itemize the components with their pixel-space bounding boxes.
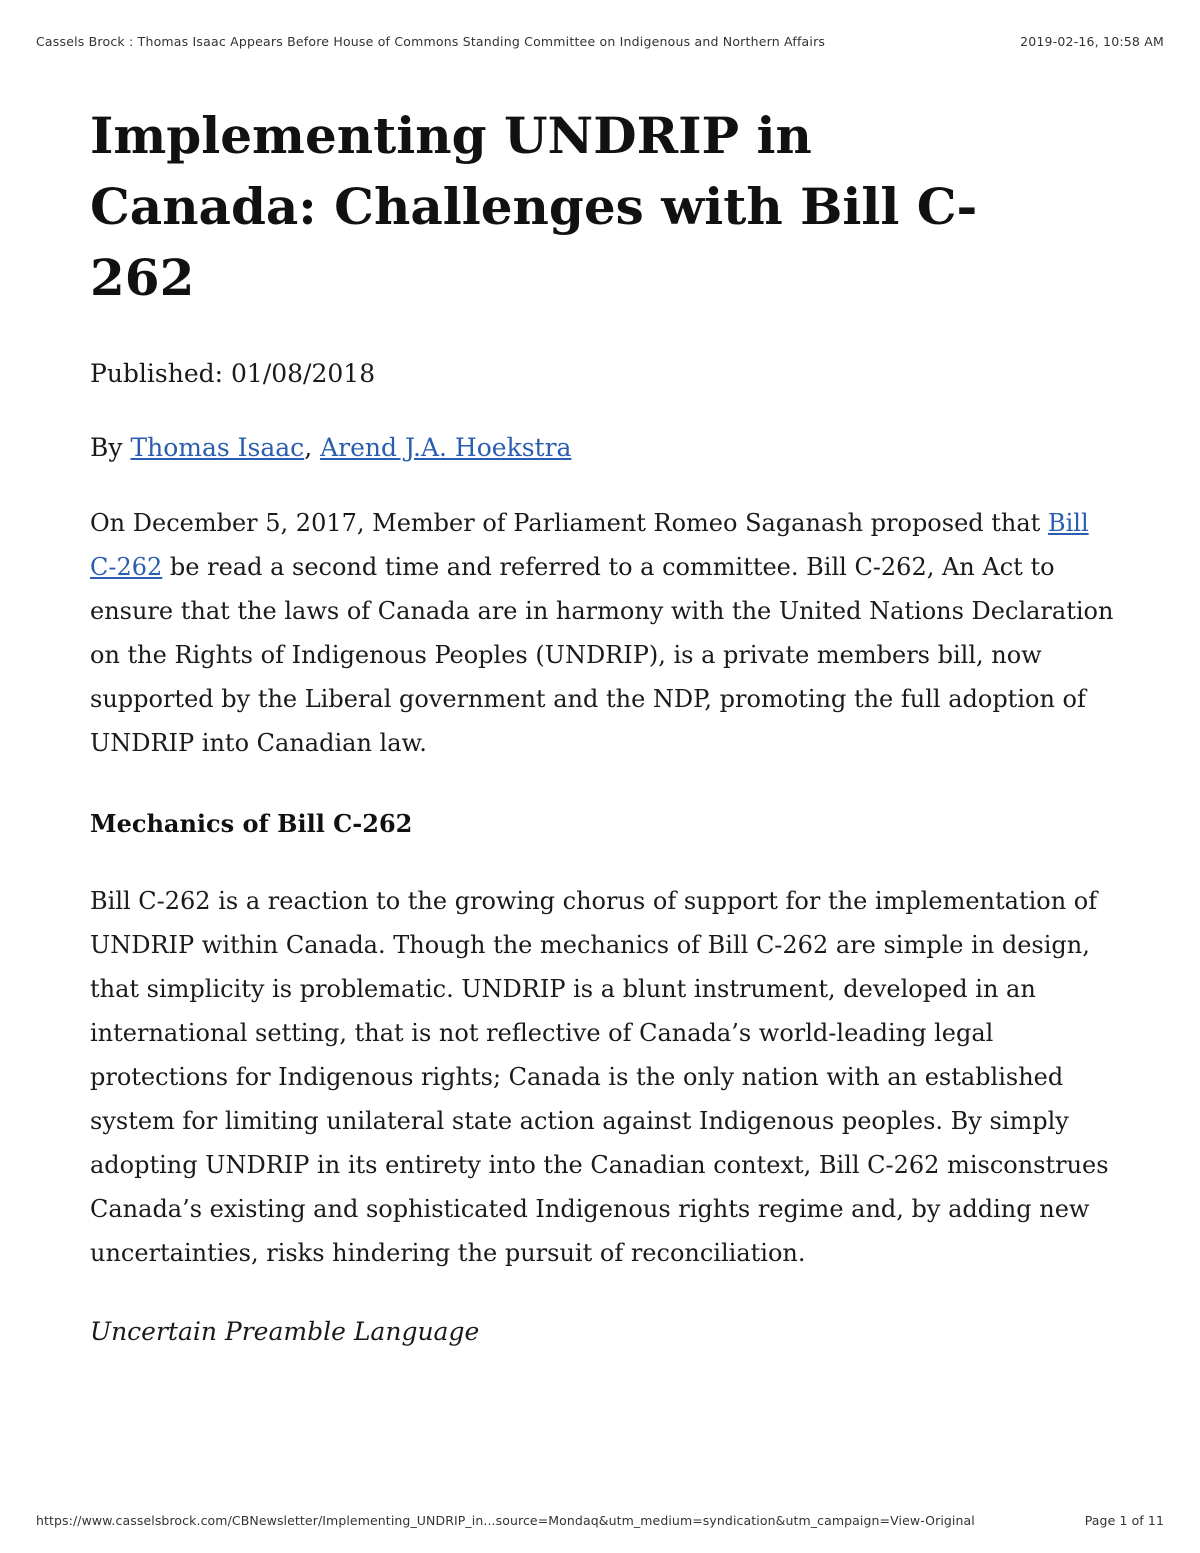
print-footer-url: https://www.casselsbrock.com/CBNewsletter/Implementing_UNDRIP_in...source=Mondaq&utm_medium=syndication&utm_campaign=View-Original (36, 1513, 975, 1528)
author-separator: , (304, 433, 321, 462)
intro-text-after-link: be read a second time and referred to a committee. Bill C-262, An Act to ensure that the laws of Canada are in harmony with the United Nations Declaration on the Rights of Indigenous Peoples (UNDRIP), is a private members bill, now supported by the Liberal government and the NDP, promoting the full adoption of UNDRIP into Canadian law. (90, 553, 1114, 757)
page-indicator: Page 1 of 11 (1084, 1513, 1164, 1528)
article-title: Implementing UNDRIP in Canada: Challenges with Bill C-262 (90, 106, 978, 307)
author-link-arend-hoekstra[interactable]: Arend J.A. Hoekstra (320, 433, 572, 462)
byline-prefix: By (90, 433, 131, 462)
byline (90, 433, 1120, 463)
print-header (36, 34, 1164, 49)
intro-text-before-link: On December 5, 2017, Member of Parliament Romeo Saganash proposed that (90, 509, 1048, 537)
print-footer (36, 1513, 1164, 1528)
author-link-thomas-isaac[interactable]: Thomas Isaac (130, 433, 305, 462)
intro-paragraph (90, 501, 1120, 765)
published-date: Published: 01/08/2018 (90, 359, 376, 388)
print-header-title: Cassels Brock : Thomas Isaac Appears Before House of Commons Standing Committee on Indigenous and Northern Affairs (36, 34, 826, 49)
print-header-timestamp: 2019-02-16, 10:58 AM (1020, 34, 1164, 49)
section-heading-mechanics: Mechanics of Bill C-262 (90, 809, 413, 838)
bill-c262-link[interactable]: Bill C-262 (90, 509, 1089, 581)
mechanics-paragraph: Bill C-262 is a reaction to the growing chorus of support for the implementation of UNDRIP within Canada. Though the mechanics of Bill C-262 are simple in design, that simplicity is problematic. UNDRIP is a blunt instrument, developed in an international setting, that is not reflective of Canada’s world-leading legal protections for Indigenous rights; Canada is the only nation with an established system for limiting unilateral state action against Indigenous peoples. By simply adopting UNDRIP in its entirety into the Canadian context, Bill C-262 misconstrues Canada’s existing and sophisticated Indigenous rights regime and, by adding new uncertainties, risks hindering the pursuit of reconciliation. (90, 887, 1109, 1267)
article (90, 100, 1120, 1347)
subheading-uncertain-preamble: Uncertain Preamble Language (90, 1317, 480, 1346)
